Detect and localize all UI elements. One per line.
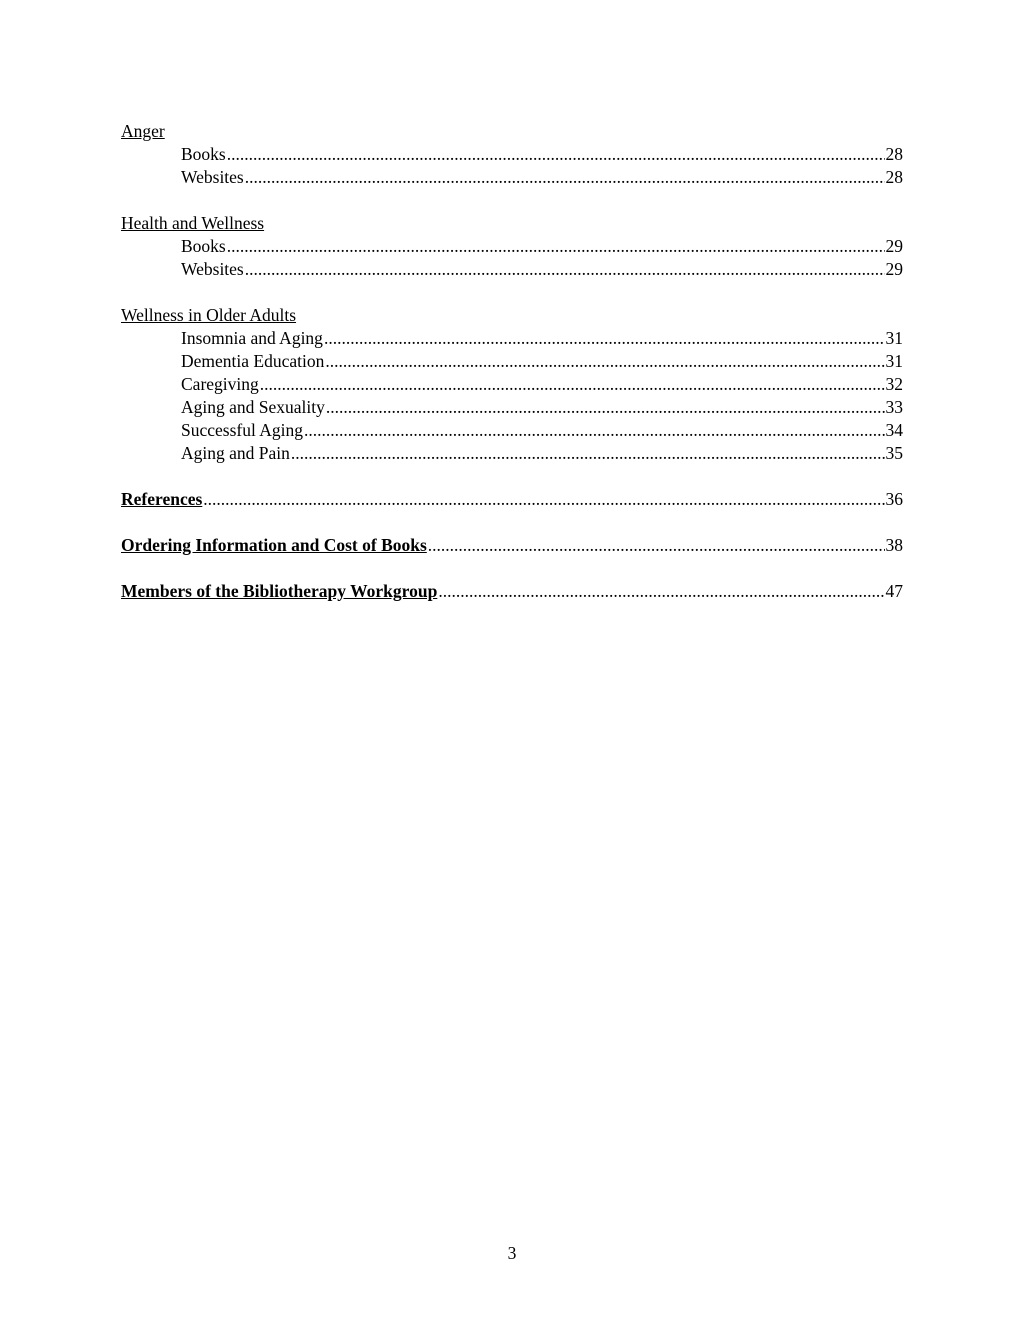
- toc-entry-page: 32: [885, 374, 903, 394]
- dot-leader: [260, 373, 885, 396]
- toc-entry-workgroup-members[interactable]: [121, 580, 903, 603]
- toc-entry-label: Ordering Information and Cost of Books: [121, 535, 427, 555]
- dot-leader: [325, 350, 884, 373]
- toc-entry-label: Successful Aging: [181, 420, 304, 440]
- toc-entry-references[interactable]: [121, 488, 903, 511]
- dot-leader: [245, 166, 885, 189]
- toc-entry-label: Dementia Education: [181, 351, 325, 371]
- toc-entry[interactable]: [121, 350, 903, 373]
- toc-entry-label: Books: [181, 236, 226, 256]
- toc-entry-label: Members of the Bibliotherapy Workgroup: [121, 581, 438, 601]
- toc-section-heading: [121, 304, 903, 327]
- toc-entry-page: 28: [885, 167, 903, 187]
- toc-entry-page: 35: [885, 443, 903, 463]
- toc-entry[interactable]: [121, 396, 903, 419]
- dot-leader: [227, 235, 885, 258]
- toc-section-heading: [121, 120, 903, 143]
- table-of-contents: [121, 120, 903, 603]
- dot-leader: [324, 327, 885, 350]
- toc-entry[interactable]: [121, 373, 903, 396]
- toc-entry-ordering-information[interactable]: [121, 534, 903, 557]
- toc-entry-page: 36: [885, 489, 903, 509]
- dot-leader: [428, 534, 885, 557]
- toc-entry-label: Caregiving: [181, 374, 259, 394]
- toc-entry[interactable]: [121, 327, 903, 350]
- page-number: 3: [507, 1243, 517, 1263]
- toc-entry[interactable]: [121, 143, 903, 166]
- toc-entry[interactable]: [121, 442, 903, 465]
- section-title[interactable]: Anger: [121, 121, 165, 141]
- toc-entry-page: 29: [885, 236, 903, 256]
- toc-entry-page: 34: [885, 420, 903, 440]
- toc-entry-page: 28: [885, 144, 903, 164]
- section-title[interactable]: Wellness in Older Adults: [121, 305, 297, 325]
- dot-leader: [245, 258, 885, 281]
- dot-leader: [203, 488, 884, 511]
- dot-leader: [291, 442, 885, 465]
- toc-entry-page: 31: [885, 351, 903, 371]
- toc-entry-page: 33: [885, 397, 903, 417]
- toc-entry-label: Websites: [181, 167, 244, 187]
- toc-entry-label: Books: [181, 144, 226, 164]
- toc-section-heading: [121, 212, 903, 235]
- toc-entry-page: 29: [885, 259, 903, 279]
- toc-entry-label: References: [121, 489, 203, 509]
- dot-leader: [304, 419, 884, 442]
- toc-entry-label: Aging and Sexuality: [181, 397, 325, 417]
- toc-entry[interactable]: [121, 258, 903, 281]
- toc-entry-page: 31: [885, 328, 903, 348]
- toc-entry[interactable]: [121, 419, 903, 442]
- dot-leader: [227, 143, 885, 166]
- section-title[interactable]: Health and Wellness: [121, 213, 265, 233]
- toc-entry-label: Insomnia and Aging: [181, 328, 323, 348]
- dot-leader: [326, 396, 885, 419]
- toc-entry-page: 47: [885, 581, 903, 601]
- toc-entry-page: 38: [885, 535, 903, 555]
- toc-entry[interactable]: [121, 166, 903, 189]
- toc-entry-label: Websites: [181, 259, 244, 279]
- toc-entry[interactable]: [121, 235, 903, 258]
- dot-leader: [438, 580, 884, 603]
- toc-entry-label: Aging and Pain: [181, 443, 290, 463]
